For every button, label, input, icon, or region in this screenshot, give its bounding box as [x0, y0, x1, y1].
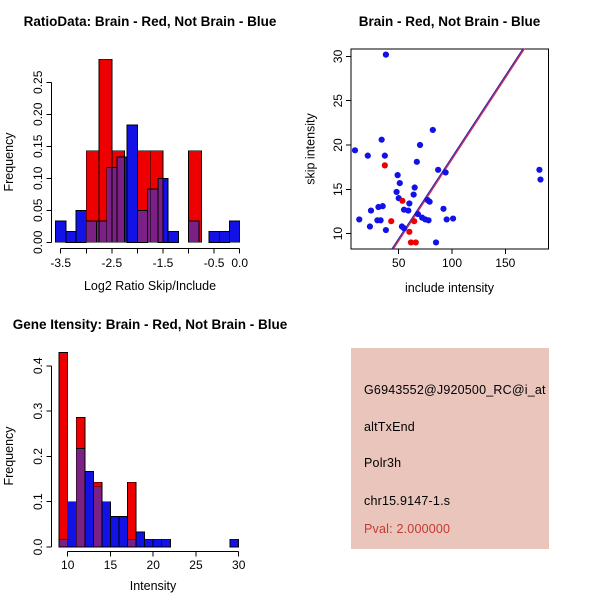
scatter-point-blue	[443, 169, 449, 175]
y-tick-label: 0.15	[31, 134, 45, 158]
scatter-point-blue	[414, 159, 420, 165]
y-tick-label: 0.25	[31, 70, 45, 94]
gene-info-panel	[300, 300, 600, 600]
scatter-point-blue	[383, 227, 389, 233]
scatter-point-blue	[537, 176, 543, 182]
x-tick-label: -2.5	[101, 256, 123, 270]
x-axis-title: Intensity	[129, 579, 177, 593]
chart-title: Gene Itensity: Brain - Red, Not Brain - Blue	[12, 317, 288, 332]
scatter-point-blue	[356, 216, 362, 222]
y-tick-label: 0.4	[31, 357, 45, 375]
y-tick-label: 10	[331, 226, 345, 241]
hist-bar-blue	[110, 517, 119, 547]
hist-bar-blue	[119, 517, 128, 547]
splice-type-text: altTxEnd	[364, 420, 415, 434]
y-tick-label: 0.00	[31, 230, 45, 254]
hist-bar-blue	[168, 231, 178, 242]
y-tick-label: 0.1	[31, 493, 45, 511]
hist-bar-blue	[68, 502, 77, 547]
scatter-point-blue	[382, 153, 388, 159]
hist-bar-overlap	[158, 178, 163, 242]
x-tick-label: -3.5	[50, 256, 72, 270]
scatter-point-blue	[365, 153, 371, 159]
x-tick-label: -1.5	[152, 256, 174, 270]
x-tick-label: 15	[103, 558, 118, 572]
scatter-point-blue	[433, 239, 439, 245]
hist-bar-blue	[230, 539, 239, 547]
gene-symbol-text: Polr3h	[364, 456, 402, 470]
intensity-scatter-panel	[300, 0, 600, 300]
y-tick-label: 30	[331, 49, 345, 64]
scatter-point-blue	[450, 215, 456, 221]
scatter-point-blue	[399, 223, 405, 229]
hist-bar-blue	[209, 231, 219, 242]
hist-bar-blue	[56, 221, 66, 242]
scatter-point-red	[406, 229, 412, 235]
hist-bar-blue	[85, 471, 94, 547]
scatter-point-blue	[430, 127, 436, 133]
hist-bar-red	[59, 353, 68, 547]
hist-bar-overlap	[59, 539, 68, 547]
hist-bar-overlap	[76, 449, 85, 547]
hist-bar-overlap	[107, 167, 112, 242]
scatter-point-blue	[395, 172, 401, 178]
y-tick-label: 0.3	[31, 402, 45, 420]
scatter-point-blue	[536, 167, 542, 173]
scatter-point-red	[388, 218, 394, 224]
hist-bar-overlap	[189, 221, 199, 242]
scatter-point-blue	[377, 217, 383, 223]
scatter-point-blue	[444, 216, 450, 222]
scatter-point-red	[382, 162, 388, 168]
hist-bar-overlap	[93, 487, 102, 547]
y-tick-label: 20	[331, 138, 345, 152]
pval-text: Pval: 2.000000	[364, 522, 451, 536]
hist-bar-red	[128, 482, 137, 547]
x-axis-title: Log2 Ratio Skip/Include	[83, 279, 217, 293]
hist-bar-blue	[127, 125, 137, 242]
hist-bar-blue	[153, 539, 162, 547]
y-tick-label: 25	[331, 94, 345, 108]
scatter-point-blue	[425, 217, 431, 223]
scatter-point-red	[399, 198, 405, 204]
chart-title: RatioData: Brain - Red, Not Brain - Blue	[23, 14, 277, 29]
scatter-point-blue	[440, 206, 446, 212]
y-tick-label: 0.20	[31, 102, 45, 126]
y-tick-label: 15	[331, 182, 345, 196]
scatter-point-blue	[367, 223, 373, 229]
scatter-point-blue	[393, 189, 399, 195]
x-tick-label: 25	[189, 558, 203, 572]
hist-bar-blue	[76, 210, 86, 242]
scatter-point-red	[411, 218, 417, 224]
scatter-point-blue	[352, 147, 358, 153]
y-tick-label: 0.0	[31, 538, 45, 556]
hist-bar-overlap	[112, 167, 117, 242]
hist-bar-blue	[102, 502, 111, 547]
x-tick-label: 100	[441, 256, 463, 270]
ratio-histogram-panel	[0, 0, 300, 300]
chart-title: Brain - Red, Not Brain - Blue	[358, 14, 541, 29]
hist-bar-blue	[66, 231, 76, 242]
scatter-point-blue	[435, 167, 441, 173]
scatter-point-blue	[368, 207, 374, 213]
x-tick-label: 30	[232, 558, 246, 572]
hist-bar-overlap	[150, 189, 158, 242]
scatter-point-blue	[406, 200, 412, 206]
scatter-point-blue	[427, 199, 433, 205]
hist-bar-overlap	[99, 221, 107, 242]
hist-bar-overlap	[86, 221, 96, 242]
scatter-point-blue	[383, 52, 389, 58]
scatter-point-blue	[417, 142, 423, 148]
x-tick-label: 50	[392, 256, 406, 270]
probe-id-text: G6943552@J920500_RC@i_at	[364, 383, 546, 397]
y-axis-title: skip intensity	[303, 113, 318, 185]
scatter-point-blue	[405, 207, 411, 213]
scatter-point-blue	[379, 137, 385, 143]
hist-bar-overlap	[137, 210, 147, 242]
hist-bar-blue	[136, 532, 145, 547]
hist-bar-blue	[219, 231, 229, 242]
hist-bar-blue	[145, 539, 154, 547]
fit-line-blue	[392, 48, 523, 248]
x-tick-label: 20	[146, 558, 160, 572]
gene-intensity-histogram-panel	[0, 300, 300, 600]
x-axis-title: include intensity	[405, 281, 494, 295]
hist-bar-blue	[229, 221, 239, 242]
scatter-point-blue	[411, 192, 417, 198]
x-tick-label: -0.5	[203, 256, 225, 270]
y-tick-label: 0.05	[31, 198, 45, 222]
y-tick-label: 0.2	[31, 448, 45, 465]
y-tick-label: 0.10	[31, 166, 45, 190]
x-tick-label: 10	[61, 558, 75, 572]
x-tick-label: 150	[495, 256, 516, 270]
hist-bar-blue	[162, 539, 171, 547]
scatter-point-red	[413, 239, 419, 245]
scatter-point-blue	[412, 184, 418, 190]
chromosome-location-text: chr15.9147-1.s	[364, 494, 451, 508]
x-tick-label: 0.0	[231, 256, 249, 270]
scatter-point-blue	[375, 204, 381, 210]
hist-bar-overlap	[117, 157, 125, 242]
gene-info-card	[351, 348, 549, 549]
scatter-point-blue	[397, 180, 403, 186]
y-axis-title: Frequency	[2, 132, 16, 192]
y-axis-title: Frequency	[2, 426, 16, 486]
hist-bar-overlap	[128, 539, 137, 547]
